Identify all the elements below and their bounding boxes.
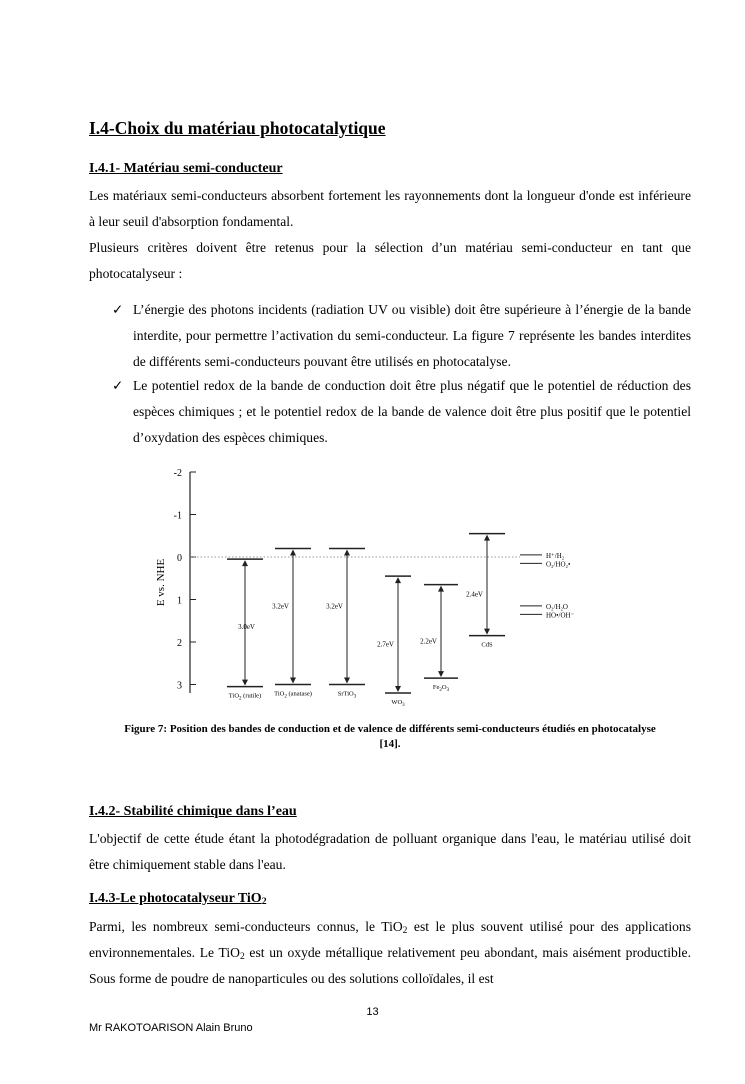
bullet-item-redox-potential (112, 373, 691, 451)
label-sub: 2 (239, 696, 242, 702)
figure-caption: Figure 7: Position des bandes de conduction et de valence de différents semi-conducteurs étudiés en photocatalyse [14]. (124, 723, 656, 750)
arrow-head-down (438, 671, 444, 677)
label-sub: 2 (284, 694, 287, 700)
category-label (338, 691, 357, 700)
tick-label: -1 (173, 510, 182, 522)
category-label (229, 693, 261, 702)
subscript: 2 (402, 926, 408, 936)
label-rest-sub: 3 (446, 688, 450, 694)
paragraph-tio2 (89, 914, 691, 992)
label-sub: 3 (353, 694, 357, 700)
arrow-head-up (438, 586, 444, 592)
arrow-head-up (484, 535, 490, 541)
gap-label: 2.4eV (466, 590, 483, 599)
band-bars (227, 534, 505, 706)
label-base: TiO (228, 692, 240, 700)
reference-label: O₂/H₂O (546, 602, 568, 611)
reference-label: H⁺/H₂ (546, 551, 565, 560)
title-text: I.4.3-Le photocatalyseur TiO (89, 891, 262, 906)
reference-label: HO•/OH⁻ (546, 611, 575, 620)
paragraph-stability: L'objectif de cette étude étant la photodégradation de polluant organique dans l'eau, le matériau utilisé doit être chimiquement stable dans l'eau. (89, 831, 691, 872)
label-base: TiO (274, 690, 285, 698)
label-rest: O (441, 684, 447, 692)
category-label (391, 699, 405, 706)
paragraph-absorption: Les matériaux semi-conducteurs absorbent fortement les rayonnements dont la longueur d'onde est inférieure à leur seuil d'absorption fondamental. (89, 188, 691, 229)
section-heading: I.4-Choix du matériau photocatalytique (89, 118, 386, 138)
gap-label: 3.2eV (326, 602, 343, 611)
check-icon: ✓ (112, 302, 124, 317)
arrow-head-down (344, 678, 350, 684)
y-axis (174, 468, 196, 693)
arrow-head-up (344, 550, 350, 556)
text-run: Parmi, les nombreux semi-conducteurs connus, le TiO (89, 919, 403, 934)
arrow-head-down (484, 629, 490, 635)
label-base: Fe (432, 684, 440, 692)
reference-levels (520, 552, 575, 620)
arrow-head-down (242, 680, 248, 686)
subsection-title-semiconductor: I.4.1- Matériau semi-conducteur (89, 161, 283, 176)
gap-label: 3.0eV (238, 622, 255, 631)
gap-label: 2.7eV (377, 640, 394, 649)
label-base: SrTiO (337, 690, 354, 698)
tick-label: 3 (177, 680, 182, 692)
arrow-head-up (242, 560, 248, 566)
bullet-text: Le potentiel redox de la bande de conduction doit être plus négatif que le potentiel de réduction des espèces chimiques ; et le potentiel redox de la bande de valence doit être plus positif que le potentiel d’oxydation des espèces chimiques. (133, 378, 691, 445)
page-number: 13 (366, 1006, 379, 1018)
tick-label: 0 (177, 553, 182, 564)
tick-label: 2 (177, 638, 182, 649)
arrow-head-up (395, 577, 401, 583)
label-base: WO (391, 699, 403, 706)
paragraph-criteria: Plusieurs critères doivent être retenus pour la sélection d’un matériau semi-conducteur en tant que photocatalyseur : (89, 240, 691, 281)
label-sub: 2 (439, 688, 442, 694)
band-position-chart (150, 462, 600, 706)
tick-label: 1 (177, 595, 182, 607)
category-label (481, 642, 493, 649)
reference-label: O₂/HO₂• (546, 560, 571, 569)
text-run: est le plus souvent utilisé pour des applications environnementales. Le TiO (89, 919, 691, 960)
subscript: 2 (239, 952, 245, 962)
title-subscript: 2 (261, 896, 267, 907)
label-rest: (rutile) (241, 692, 262, 700)
category-label (274, 691, 312, 700)
footer-author: Mr RAKOTOARISON Alain Bruno (89, 1022, 253, 1034)
arrow-head-down (290, 678, 296, 684)
bullet-text: L’énergie des photons incidents (radiation UV ou visible) doit être supérieure à l’énergie de la bande interdite, pour permettre l’activation du semi-conducteur. La figure 7 représente les bandes interdites de différents semi-conducteurs pouvant être utilisés en photocatalyse. (133, 302, 691, 369)
gap-label: 2.2eV (420, 637, 437, 646)
bullet-item-photon-energy (112, 297, 691, 375)
y-axis-label: E vs. NHE (155, 558, 167, 607)
label-base: CdS (481, 641, 493, 649)
subsection-title-tio2 (89, 891, 267, 907)
label-rest: (anatase) (286, 690, 312, 698)
gap-label: 3.2eV (272, 602, 289, 611)
arrow-head-up (290, 550, 296, 556)
label-sub: 3 (402, 703, 405, 706)
arrow-head-down (395, 686, 401, 692)
text-run: est un oxyde métallique relativement peu abondant, mais aisément productible. Sous forme de poudre de nanoparticules ou des solutions colloïdales, il est (89, 945, 691, 986)
subsection-title-stability: I.4.2- Stabilité chimique dans l’eau (89, 804, 297, 819)
tick-label: -2 (173, 468, 182, 479)
category-label (433, 684, 450, 693)
check-icon: ✓ (112, 378, 124, 393)
